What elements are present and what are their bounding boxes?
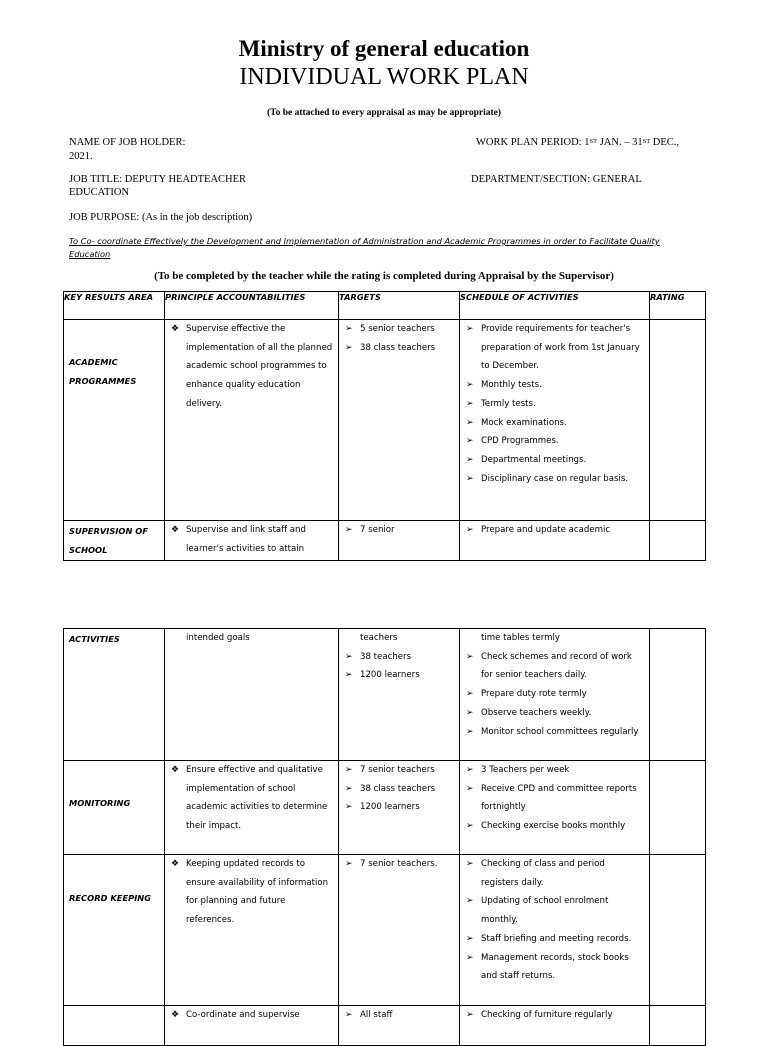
arrow-bullet-icon: ➢ — [345, 859, 353, 869]
arrow-bullet-icon: ➢ — [466, 707, 474, 718]
list-item: ➢ Updating of school enrolment monthly. — [460, 892, 649, 929]
work-plan-table-part2 — [63, 628, 706, 1046]
work-plan-table-part1 — [63, 291, 706, 561]
area-empty — [64, 1006, 165, 1046]
header-accountabilities: PRINCIPLE ACCOUNTABILITIES — [165, 292, 339, 320]
list-item: ➢ Prepare and update academic — [460, 521, 649, 540]
completion-note: (To be completed by the teacher while the rating is completed during Appraisal by the Supervisor) — [154, 270, 614, 282]
job-purpose-text: To Co- coordinate Effectively the Development and Implementation of Administration and Academic Programmes in order to Facilitate Quality Education — [69, 236, 660, 259]
attach-note: (To be attached to every appraisal as may be appropriate) — [266, 108, 502, 118]
list-item: ➢ Termly tests. — [460, 395, 649, 414]
table-row — [64, 320, 706, 521]
list-item: ➢ Provide requirements for teacher's preparation of work from 1st January to December. — [460, 320, 649, 376]
list-item: ➢ 7 senior teachers. — [339, 855, 459, 874]
list-item: ❖ Supervise and link staff and learner's activities to attain — [165, 521, 338, 558]
arrow-bullet-icon: ➢ — [466, 689, 474, 700]
list-item: ➢ Prepare duty rote termly — [460, 685, 649, 704]
plan-title: INDIVIDUAL WORK PLAN — [239, 64, 529, 90]
list-item: ❖ Keeping updated records to ensure availability of information for planning and future references. — [165, 855, 338, 930]
list-item: ➢ Monitor school committees regularly — [460, 723, 649, 742]
list-item: ➢ Mock examinations. — [460, 414, 649, 433]
arrow-bullet-icon: ➢ — [466, 525, 474, 535]
list-item: ❖ Ensure effective and qualitative implementation of school academic activities to determine their impact. — [165, 761, 338, 836]
arrow-bullet-icon: ➢ — [345, 525, 353, 535]
arrow-bullet-icon: ➢ — [345, 324, 353, 334]
area-activities: ACTIVITIES — [69, 634, 120, 644]
arrow-bullet-icon: ➢ — [466, 859, 474, 869]
arrow-bullet-icon: ➢ — [466, 380, 474, 391]
list-item: ➢ Staff briefing and meeting records. — [460, 930, 649, 949]
arrow-bullet-icon: ➢ — [345, 651, 353, 662]
list-item: ➢ All staff — [339, 1006, 459, 1025]
arrow-bullet-icon: ➢ — [345, 342, 353, 353]
diamond-bullet-icon: ❖ — [171, 765, 180, 775]
rating-cell — [650, 521, 706, 561]
list-item: ➢ CPD Programmes. — [460, 432, 649, 451]
rating-cell — [650, 761, 706, 855]
header-key-results: KEY RESULTS AREA — [64, 292, 165, 320]
arrow-bullet-icon: ➢ — [466, 417, 474, 428]
area-academic-programmes: ACADEMIC PROGRAMMES — [69, 357, 137, 386]
rating-cell — [650, 629, 706, 761]
table-row — [64, 855, 706, 1006]
list-item: ➢ 38 teachers — [339, 648, 459, 667]
job-title-cont: EDUCATION — [69, 187, 130, 198]
area-monitoring: MONITORING — [69, 798, 131, 808]
arrow-bullet-icon: ➢ — [466, 398, 474, 409]
area-record-keeping: RECORD KEEPING — [69, 893, 152, 903]
list-item: ➢ 38 class teachers — [339, 339, 459, 358]
list-item: ➢ 7 senior — [339, 521, 459, 540]
list-item: ➢ Checking of class and period registers daily. — [460, 855, 649, 892]
job-title: JOB TITLE: DEPUTY HEADTEACHER — [69, 174, 247, 185]
header-rating: RATING — [650, 292, 706, 320]
list-item: ➢ Disciplinary case on regular basis. — [460, 470, 649, 489]
arrow-bullet-icon: ➢ — [345, 765, 353, 775]
work-plan-period: WORK PLAN PERIOD: 1ST JAN. – 31ST DEC., — [476, 137, 680, 148]
arrow-bullet-icon: ➢ — [466, 454, 474, 465]
list-item: ❖ Co-ordinate and supervise — [165, 1006, 338, 1025]
arrow-bullet-icon: ➢ — [466, 821, 474, 832]
table-header-row — [64, 292, 706, 320]
list-item: ❖ Supervise effective the implementation of all the planned academic school programmes to enhance quality education delivery. — [165, 320, 338, 414]
list-item: ➢ 5 senior teachers — [339, 320, 459, 339]
table-row — [64, 761, 706, 855]
arrow-bullet-icon: ➢ — [466, 473, 474, 484]
rating-cell — [650, 1006, 706, 1046]
list-item: ➢ Departmental meetings. — [460, 451, 649, 470]
header-schedule: SCHEDULE OF ACTIVITIES — [460, 292, 650, 320]
list-item: ➢ Checking of furniture regularly — [460, 1006, 649, 1025]
list-item: ➢ 3 Teachers per week — [460, 761, 649, 780]
arrow-bullet-icon: ➢ — [466, 783, 474, 794]
diamond-bullet-icon: ❖ — [171, 859, 180, 869]
list-item: ➢ Check schemes and record of work for senior teachers daily. — [460, 648, 649, 685]
arrow-bullet-icon: ➢ — [466, 896, 474, 907]
rating-cell — [650, 320, 706, 521]
list-item: intended goals — [186, 633, 250, 643]
arrow-bullet-icon: ➢ — [345, 670, 353, 681]
arrow-bullet-icon: ➢ — [466, 651, 474, 662]
arrow-bullet-icon: ➢ — [466, 324, 474, 334]
job-holder-label: NAME OF JOB HOLDER: — [69, 137, 186, 148]
diamond-bullet-icon: ❖ — [171, 1010, 180, 1020]
arrow-bullet-icon: ➢ — [466, 1010, 474, 1020]
arrow-bullet-icon: ➢ — [466, 436, 474, 447]
list-item: ➢ 1200 learners — [339, 798, 459, 817]
header-targets: TARGETS — [339, 292, 460, 320]
department-section: DEPARTMENT/SECTION: GENERAL — [471, 174, 642, 185]
list-item: ➢ Receive CPD and committee reports fortnightly — [460, 780, 649, 817]
list-item: ➢ Checking exercise books monthly — [460, 817, 649, 836]
arrow-bullet-icon: ➢ — [345, 783, 353, 794]
list-item: teachers — [360, 633, 398, 643]
table-row — [64, 1006, 706, 1046]
period-year: 2021. — [69, 151, 93, 162]
diamond-bullet-icon: ❖ — [171, 525, 180, 535]
table-row — [64, 629, 706, 761]
list-item: ➢ 7 senior teachers — [339, 761, 459, 780]
arrow-bullet-icon: ➢ — [345, 802, 353, 813]
table-row — [64, 521, 706, 561]
list-item: ➢ Observe teachers weekly. — [460, 704, 649, 723]
list-item: time tables termly — [481, 633, 561, 643]
list-item: ➢ 1200 learners — [339, 666, 459, 685]
list-item: ➢ 38 class teachers — [339, 780, 459, 799]
arrow-bullet-icon: ➢ — [345, 1010, 353, 1020]
arrow-bullet-icon: ➢ — [466, 933, 474, 944]
arrow-bullet-icon: ➢ — [466, 726, 474, 737]
ministry-title: Ministry of general education — [238, 36, 530, 61]
list-item: ➢ Monthly tests. — [460, 376, 649, 395]
job-purpose: JOB PURPOSE: (As in the job description) — [69, 212, 253, 223]
list-item: ➢ Management records, stock books and staff returns. — [460, 949, 649, 986]
rating-cell — [650, 855, 706, 1006]
diamond-bullet-icon: ❖ — [171, 324, 180, 334]
arrow-bullet-icon: ➢ — [466, 952, 474, 963]
area-supervision-of-school: SUPERVISION OF SCHOOL — [69, 526, 149, 555]
arrow-bullet-icon: ➢ — [466, 765, 474, 775]
